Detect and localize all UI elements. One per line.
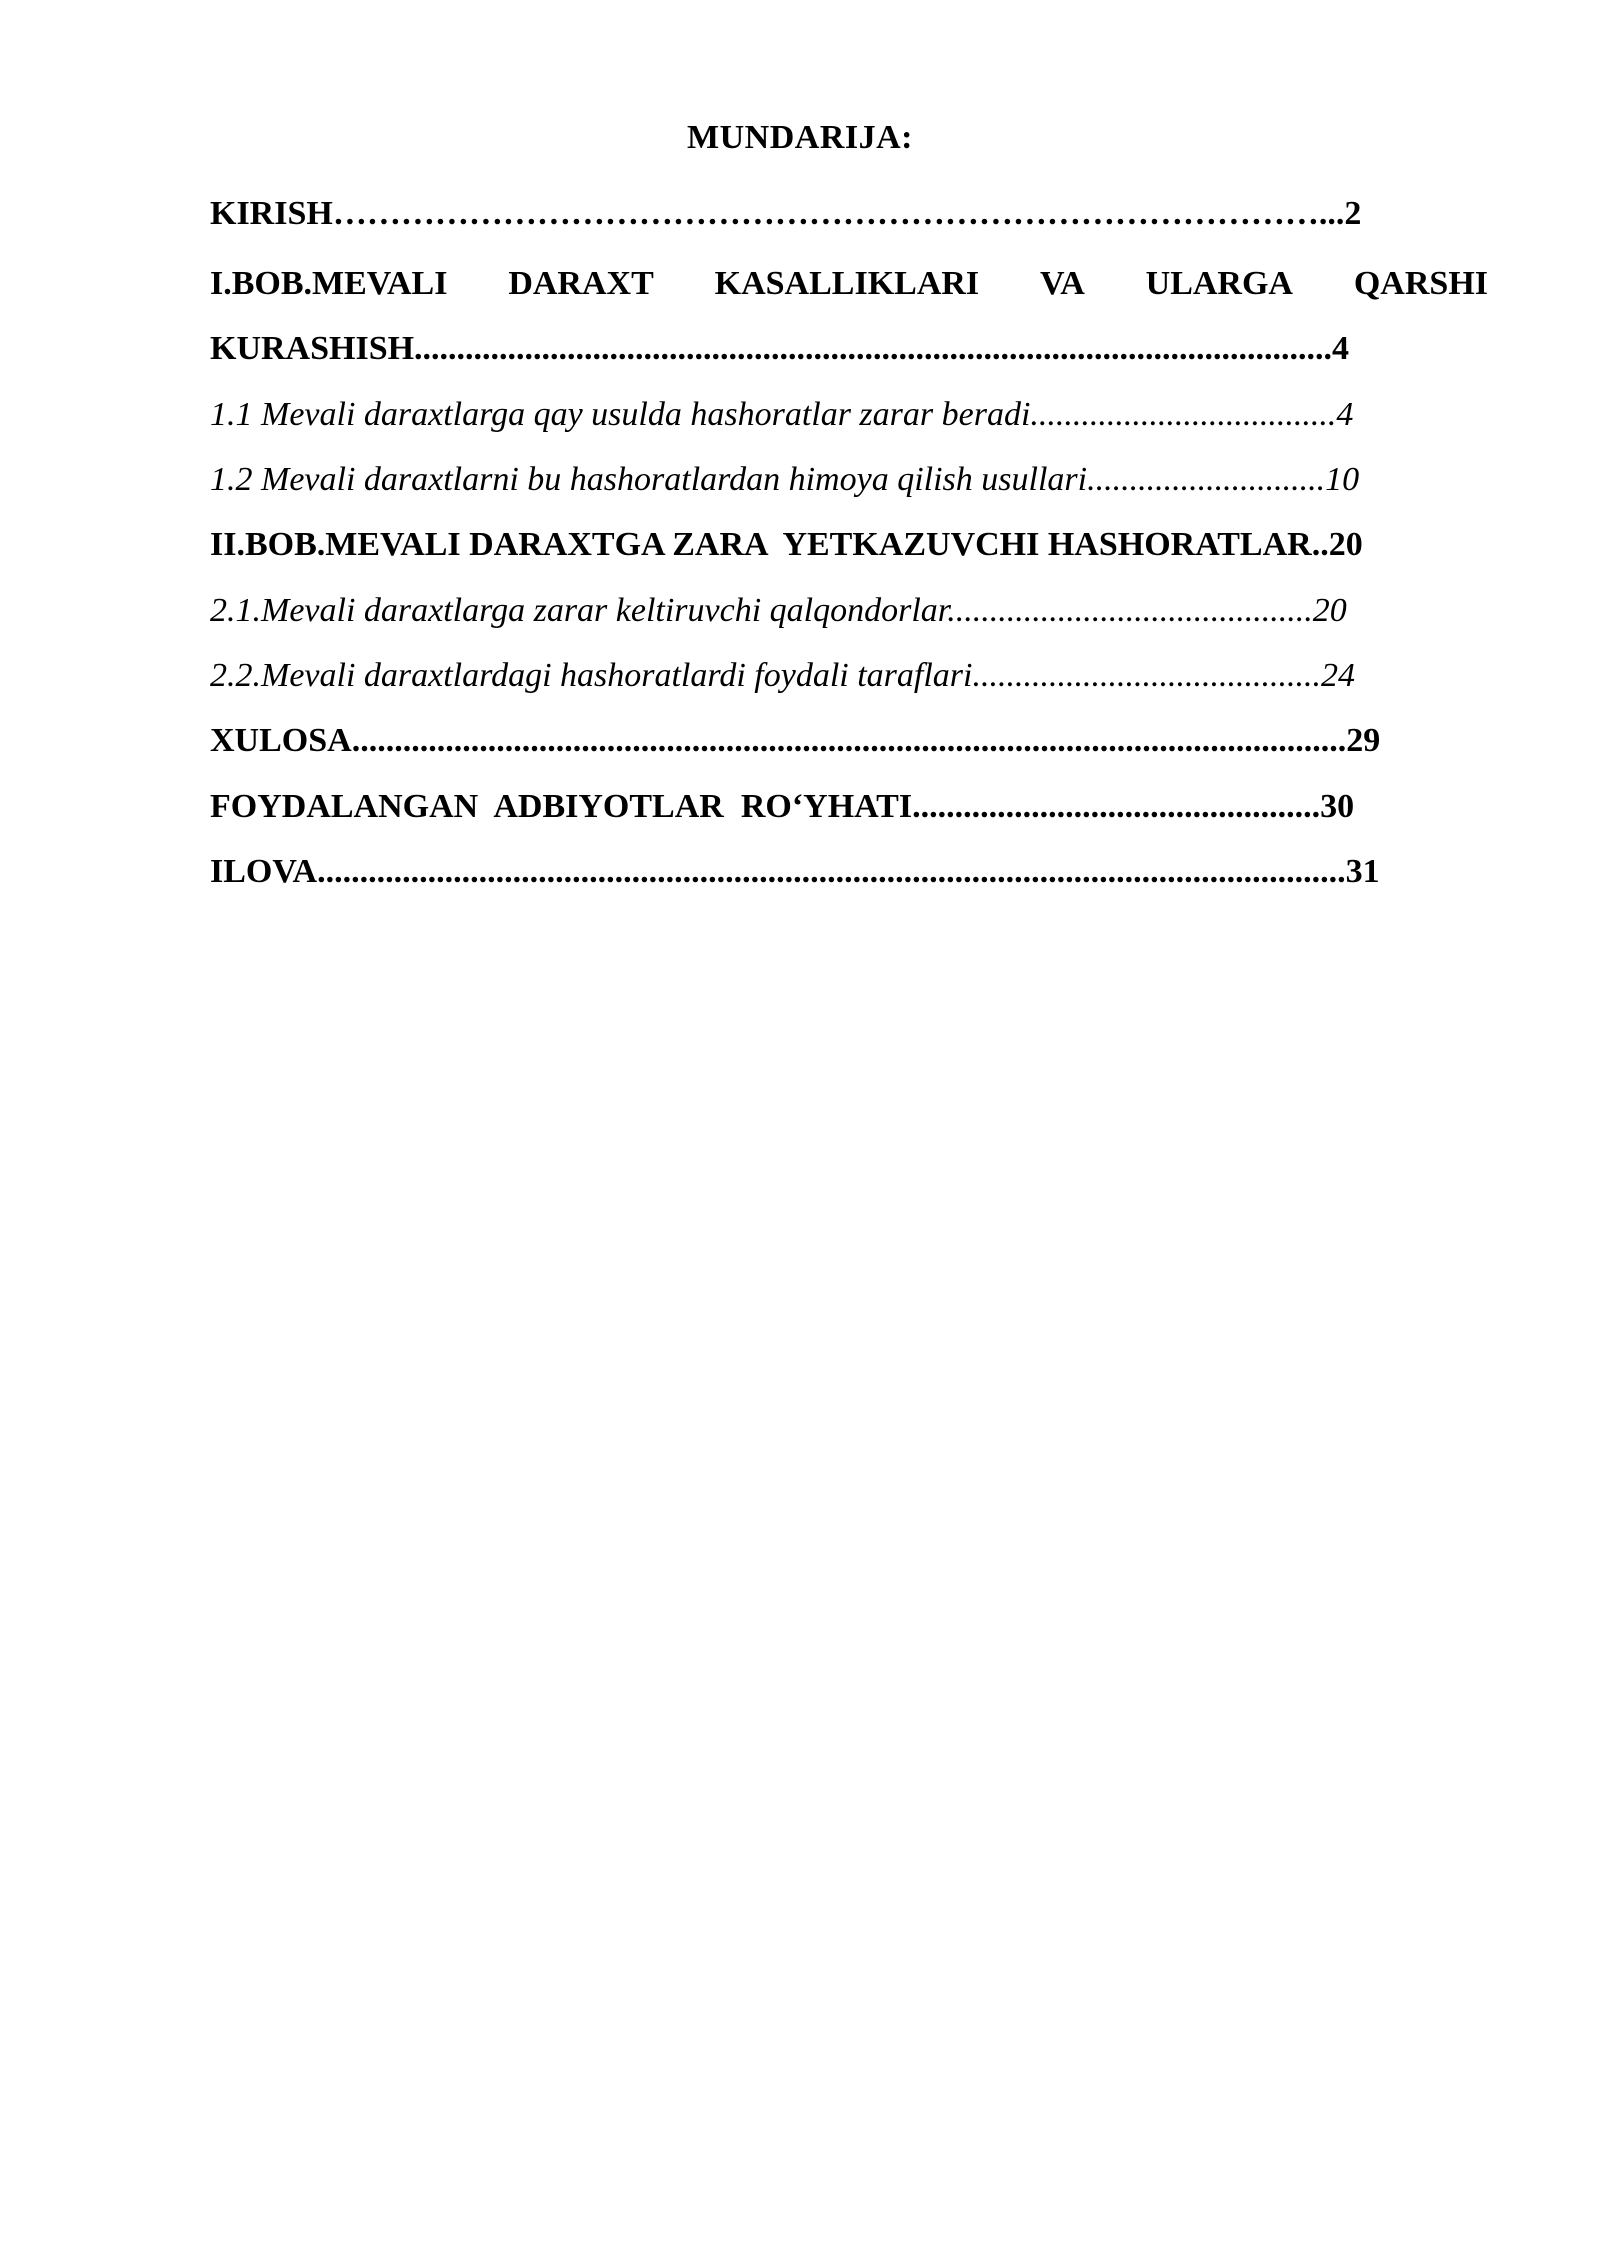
toc-entry-section-2-1: 2.1.Mevali daraxtlarga zarar keltiruvchi qalqondorlar...........................................20 [210, 592, 1347, 629]
toc-word: KASALLIKLARI [714, 265, 980, 302]
toc-entry-foydalangan: FOYDALANGAN ADBIYOTLAR RO‘YHATI................................................30 [210, 788, 1355, 825]
toc-word: VA [1040, 265, 1085, 302]
toc-word: I.BOB.MEVALI [210, 265, 448, 302]
toc-entry-section-1-1: 1.1 Mevali daraxtlarga qay usulda hashoratlar zarar beradi....................................4 [210, 396, 1354, 433]
toc-entry-xulosa: XULOSA.....................................................................................................................29 [210, 722, 1381, 759]
toc-word: QARSHI [1353, 265, 1488, 302]
toc-entry-chapter1-line1 [210, 262, 1488, 306]
toc-entry-chapter2: II.BOB.MEVALI DARAXTGA ZARA YETKAZUVCHI HASHORATLAR..20 [210, 526, 1363, 563]
page-title: MUNDARIJA: [687, 119, 913, 156]
toc-word: ULARGA [1145, 265, 1293, 302]
toc-word: DARAXT [508, 265, 654, 302]
toc-entry-section-1-2: 1.2 Mevali daraxtlarni bu hashoratlardan himoya qilish usullari............................10 [210, 461, 1360, 498]
toc-entry-section-2-2: 2.2.Mevali daraxtlardagi hashoratlardi foydali taraflari.........................................24 [210, 657, 1355, 694]
toc-entry-ilova: ILOVA.........................................................................................................................31 [210, 853, 1380, 890]
toc-entry-kirish: KIRISH……………………………………………………………………………...2 [210, 195, 1362, 232]
toc-entry-chapter1-line2: KURASHISH............................................................................................................4 [210, 330, 1350, 367]
